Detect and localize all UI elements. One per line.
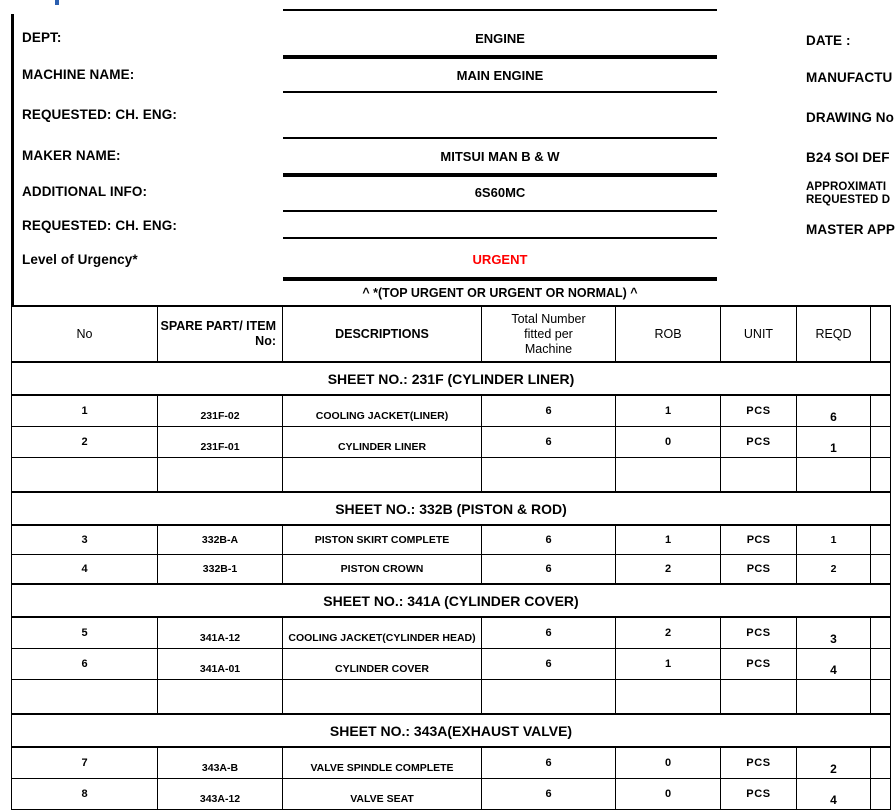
- header-right-label: MANUFACTU: [806, 70, 893, 85]
- header-underline: [283, 237, 717, 239]
- cell-overflow[interactable]: [871, 617, 891, 649]
- cell-total-fitted[interactable]: 6: [482, 747, 616, 779]
- header-field-label: ADDITIONAL INFO:: [22, 184, 148, 199]
- blank-cell[interactable]: [482, 680, 616, 715]
- cell-item-no-text: 332B-1: [202, 563, 238, 575]
- cell-description[interactable]: [283, 555, 482, 585]
- header-underline: [283, 9, 717, 11]
- cell-item-no[interactable]: [158, 525, 283, 555]
- cell-description-text: CYLINDER COVER: [335, 663, 429, 675]
- table-row: [12, 555, 891, 585]
- cell-no[interactable]: 3: [12, 525, 158, 555]
- cell-description-text: VALVE SPINDLE COMPLETE: [310, 762, 454, 774]
- spare-parts-table: [11, 305, 891, 810]
- cell-item-no[interactable]: [158, 427, 283, 458]
- cell-no[interactable]: 2: [12, 427, 158, 458]
- cell-rob[interactable]: 1: [616, 525, 721, 555]
- blank-cell[interactable]: [158, 680, 283, 715]
- col-header-total-line2: fitted per: [524, 326, 573, 341]
- cell-unit[interactable]: PCS: [721, 649, 797, 680]
- blank-cell[interactable]: [283, 680, 482, 715]
- cell-reqd[interactable]: [797, 525, 871, 555]
- header-right-label: REQUESTED D: [806, 194, 891, 206]
- cell-description[interactable]: [283, 617, 482, 649]
- cell-reqd[interactable]: [797, 649, 871, 680]
- cell-rob[interactable]: 2: [616, 555, 721, 585]
- col-header-item-no-line2: No:: [255, 334, 276, 348]
- cell-unit[interactable]: PCS: [721, 555, 797, 585]
- cell-description[interactable]: [283, 779, 482, 810]
- table-row: [12, 395, 891, 427]
- cell-overflow[interactable]: [871, 395, 891, 427]
- cell-unit[interactable]: PCS: [721, 617, 797, 649]
- header-right-label: DATE :: [806, 33, 851, 48]
- cell-total-fitted[interactable]: 6: [482, 555, 616, 585]
- cell-rob[interactable]: 1: [616, 395, 721, 427]
- header-field-label: REQUESTED: CH. ENG:: [22, 107, 177, 122]
- blank-cell[interactable]: [158, 458, 283, 493]
- cell-item-no-text: 343A-12: [199, 793, 241, 805]
- header-right-label: MASTER APP: [806, 222, 895, 237]
- header-left-border: [11, 14, 14, 305]
- cell-item-no[interactable]: [158, 395, 283, 427]
- blank-cell[interactable]: [12, 680, 158, 715]
- cell-item-no[interactable]: [158, 617, 283, 649]
- cell-reqd-text: 3: [830, 632, 837, 646]
- cell-description-text: PISTON SKIRT COMPLETE: [314, 534, 450, 546]
- blank-cell[interactable]: [797, 680, 871, 715]
- form-header: [0, 0, 895, 305]
- header-field-label: MACHINE NAME:: [22, 67, 135, 82]
- cell-reqd[interactable]: [797, 747, 871, 779]
- cell-item-no[interactable]: [158, 555, 283, 585]
- cell-overflow[interactable]: [871, 747, 891, 779]
- table-row: [12, 779, 891, 810]
- col-header-total-line3: Machine: [524, 341, 573, 356]
- cell-rob[interactable]: 0: [616, 779, 721, 810]
- cell-unit[interactable]: PCS: [721, 427, 797, 458]
- col-header-reqd: REQD: [797, 306, 871, 362]
- col-header-rob: ROB: [616, 306, 721, 362]
- cell-reqd-text: 1: [830, 534, 837, 546]
- header-field-label: REQUESTED: CH. ENG:: [22, 218, 177, 233]
- cell-item-no-text: 332B-A: [201, 534, 239, 546]
- table-section-header-row: [12, 584, 891, 617]
- table-row: [12, 617, 891, 649]
- header-right-label: DRAWING No: [806, 110, 894, 125]
- cell-reqd-text: 2: [830, 563, 837, 575]
- cell-description[interactable]: [283, 525, 482, 555]
- blank-cell[interactable]: [797, 458, 871, 493]
- cell-item-no-text: 341A-01: [199, 663, 241, 675]
- col-header-unit: UNIT: [721, 306, 797, 362]
- header-field-value[interactable]: ENGINE: [475, 31, 525, 46]
- cell-reqd-text: 1: [830, 441, 837, 455]
- header-field-value[interactable]: MITSUI MAN B & W: [440, 149, 560, 164]
- cell-description-text: COOLING JACKET(CYLINDER HEAD): [288, 632, 476, 644]
- cell-overflow[interactable]: [871, 779, 891, 810]
- cell-unit[interactable]: PCS: [721, 525, 797, 555]
- section-title: SHEET NO.: 341A (CYLINDER COVER): [12, 584, 891, 617]
- cell-item-no-text: 231F-02: [200, 410, 240, 422]
- cell-reqd[interactable]: [797, 555, 871, 585]
- table-section-header-row: [12, 362, 891, 395]
- cell-reqd-text: 2: [830, 762, 837, 776]
- cell-reqd[interactable]: [797, 779, 871, 810]
- cell-total-fitted[interactable]: 6: [482, 617, 616, 649]
- col-header-descriptions: DESCRIPTIONS: [283, 306, 482, 362]
- header-underline: [283, 173, 717, 177]
- cell-total-fitted[interactable]: 6: [482, 649, 616, 680]
- cell-no[interactable]: 5: [12, 617, 158, 649]
- header-right-label: APPROXIMATI: [806, 181, 887, 193]
- cell-no[interactable]: 7: [12, 747, 158, 779]
- urgency-note: ^ *(TOP URGENT OR URGENT OR NORMAL) ^: [362, 286, 638, 300]
- header-field-value[interactable]: MAIN ENGINE: [456, 68, 544, 83]
- table-blank-row: [12, 458, 891, 493]
- section-title: SHEET NO.: 343A(EXHAUST VALVE): [12, 714, 891, 747]
- section-title: SHEET NO.: 231F (CYLINDER LINER): [12, 362, 891, 395]
- cell-item-no[interactable]: [158, 747, 283, 779]
- section-title: SHEET NO.: 332B (PISTON & ROD): [12, 492, 891, 525]
- blank-cell[interactable]: [721, 458, 797, 493]
- cell-rob[interactable]: 0: [616, 747, 721, 779]
- cell-unit[interactable]: PCS: [721, 747, 797, 779]
- cell-no[interactable]: 1: [12, 395, 158, 427]
- cell-description-text: CYLINDER LINER: [337, 441, 427, 453]
- header-right-label: B24 SOI DEF: [806, 150, 890, 165]
- cell-reqd-text: 6: [830, 410, 837, 424]
- header-underline: [283, 277, 717, 281]
- col-header-total-fitted: [482, 306, 616, 362]
- cell-description[interactable]: [283, 427, 482, 458]
- header-underline: [283, 137, 717, 139]
- cell-no[interactable]: 4: [12, 555, 158, 585]
- header-underline: [283, 210, 717, 212]
- col-header-total-line1: Total Number: [511, 311, 586, 326]
- table-section-header-row: [12, 492, 891, 525]
- cell-item-no-text: 341A-12: [199, 632, 241, 644]
- col-header-item-no: [158, 306, 283, 362]
- col-header-item-no-line1: SPARE PART/ ITEM: [160, 319, 276, 333]
- table-row: [12, 427, 891, 458]
- cell-reqd-text: 4: [830, 793, 837, 807]
- cell-description-text: VALVE SEAT: [350, 793, 414, 805]
- blank-cell[interactable]: [616, 458, 721, 493]
- blank-cell[interactable]: [283, 458, 482, 493]
- cell-description[interactable]: [283, 649, 482, 680]
- cell-unit[interactable]: PCS: [721, 395, 797, 427]
- cell-description-text: COOLING JACKET(LINER): [315, 410, 449, 422]
- blank-cell[interactable]: [482, 458, 616, 493]
- cell-item-no[interactable]: [158, 779, 283, 810]
- cell-description[interactable]: [283, 747, 482, 779]
- table-header-row: [12, 306, 891, 362]
- blank-cell[interactable]: [871, 458, 891, 493]
- table-row: [12, 649, 891, 680]
- cell-rob[interactable]: 2: [616, 617, 721, 649]
- cell-reqd[interactable]: [797, 617, 871, 649]
- table-row: [12, 525, 891, 555]
- cell-description-text: PISTON CROWN: [340, 563, 424, 575]
- blank-cell[interactable]: [12, 458, 158, 493]
- cell-reqd-text: 4: [830, 663, 837, 677]
- header-field-label: MAKER NAME:: [22, 148, 121, 163]
- header-underline: [283, 55, 717, 59]
- cell-rob[interactable]: 0: [616, 427, 721, 458]
- cell-reqd[interactable]: [797, 395, 871, 427]
- cell-rob[interactable]: 1: [616, 649, 721, 680]
- table-section-header-row: [12, 714, 891, 747]
- cell-item-no-text: 343A-B: [201, 762, 239, 774]
- header-field-value[interactable]: 6S60MC: [474, 185, 526, 200]
- table-blank-row: [12, 680, 891, 715]
- cell-unit[interactable]: PCS: [721, 779, 797, 810]
- cell-overflow[interactable]: [871, 525, 891, 555]
- urgency-value[interactable]: URGENT: [472, 252, 528, 267]
- header-field-label: Level of Urgency*: [22, 252, 138, 267]
- cell-no[interactable]: 6: [12, 649, 158, 680]
- col-header-no: No: [12, 306, 158, 362]
- table-row: [12, 747, 891, 779]
- cell-total-fitted[interactable]: 6: [482, 395, 616, 427]
- header-field-label: DEPT:: [22, 30, 62, 45]
- header-underline: [283, 91, 717, 93]
- cell-description[interactable]: [283, 395, 482, 427]
- blank-cell[interactable]: [616, 680, 721, 715]
- cell-total-fitted[interactable]: 6: [482, 427, 616, 458]
- blank-cell[interactable]: [871, 680, 891, 715]
- cell-overflow[interactable]: [871, 427, 891, 458]
- cell-item-no[interactable]: [158, 649, 283, 680]
- cell-reqd[interactable]: [797, 427, 871, 458]
- cell-no[interactable]: 8: [12, 779, 158, 810]
- col-header-overflow: [871, 306, 891, 362]
- cell-overflow[interactable]: [871, 555, 891, 585]
- blank-cell[interactable]: [721, 680, 797, 715]
- cell-item-no-text: 231F-01: [200, 441, 240, 453]
- cell-total-fitted[interactable]: 6: [482, 525, 616, 555]
- cell-overflow[interactable]: [871, 649, 891, 680]
- cell-total-fitted[interactable]: 6: [482, 779, 616, 810]
